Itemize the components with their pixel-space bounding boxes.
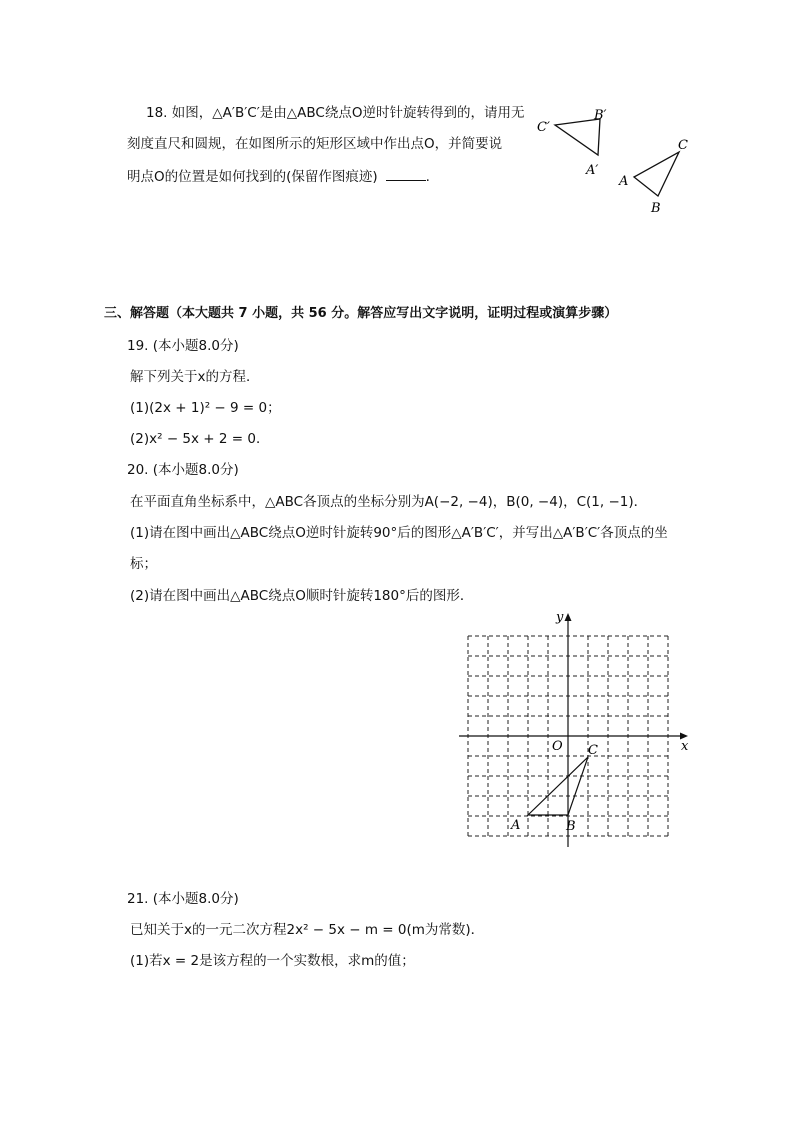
q19-part1: (1)(2x + 1)² − 9 = 0； [130, 400, 281, 416]
q20-part2: (2)请在图中画出△ABC绕点O顺时针旋转180°后的图形． [130, 588, 474, 604]
axis-label-y: y [556, 610, 564, 625]
q20-part1-line1: (1)请在图中画出△ABC绕点O逆时针旋转90°后的图形△A′B′C′，并写出△A′B′C′各顶点的坐 [130, 525, 668, 541]
axis-label-x: x [681, 739, 689, 754]
q18-line2: 刻度直尺和圆规，在如图所示的矩形区域中作出点O，并简要说 [127, 136, 503, 152]
q18-line3-end: . [425, 169, 430, 185]
q21-prompt: 已知关于x的一元二次方程2x² − 5x − m = 0(m为常数)． [130, 922, 485, 938]
q20-header: 20. (本小题8.0分) [127, 462, 239, 478]
label-b-prime: B′ [594, 108, 607, 123]
q19-part2: (2)x² − 5x + 2 = 0． [130, 431, 270, 447]
q19-prompt: 解下列关于x的方程． [130, 369, 260, 385]
y-axis-arrow [565, 613, 572, 621]
q21-part1: (1)若x = 2是该方程的一个实数根，求m的值； [130, 953, 415, 969]
label-a-prime: A′ [586, 163, 599, 178]
answer-blank[interactable] [386, 166, 426, 181]
label-c: C [678, 138, 688, 153]
q19-header: 19. (本小题8.0分) [127, 338, 239, 354]
label-b: B [651, 201, 661, 216]
q21-header: 21. (本小题8.0分) [127, 891, 239, 907]
label-a: A [619, 174, 629, 189]
grid-label-a: A [511, 818, 521, 833]
q18-triangles-figure [530, 100, 700, 220]
label-c-prime: C′ [537, 120, 550, 135]
origin-label: O [552, 739, 563, 754]
q20-prompt: 在平面直角坐标系中，△ABC各顶点的坐标分别为A(−2, −4)，B(0, −4)，C(1, −1)． [130, 494, 648, 510]
triangle-abc-grid [528, 757, 588, 815]
q20-coordinate-grid [455, 605, 695, 850]
q18-line1: 18. 如图，△A′B′C′是由△ABC绕点O逆时针旋转得到的，请用无 [146, 105, 525, 121]
triangle-abc [634, 152, 679, 196]
q18-line3 [127, 166, 430, 186]
grid-label-c: C [588, 743, 598, 758]
q20-part1-line2: 标； [130, 556, 157, 572]
grid-label-b: B [566, 819, 576, 834]
section3-heading: 三、解答题（本大题共 7 小题，共 56 分。解答应写出文字说明，证明过程或演算步骤） [104, 306, 618, 321]
q18-line3-text: 明点O的位置是如何找到的(保留作图痕迹) [127, 169, 378, 185]
triangle-a-prime-b-prime-c-prime [555, 119, 600, 155]
